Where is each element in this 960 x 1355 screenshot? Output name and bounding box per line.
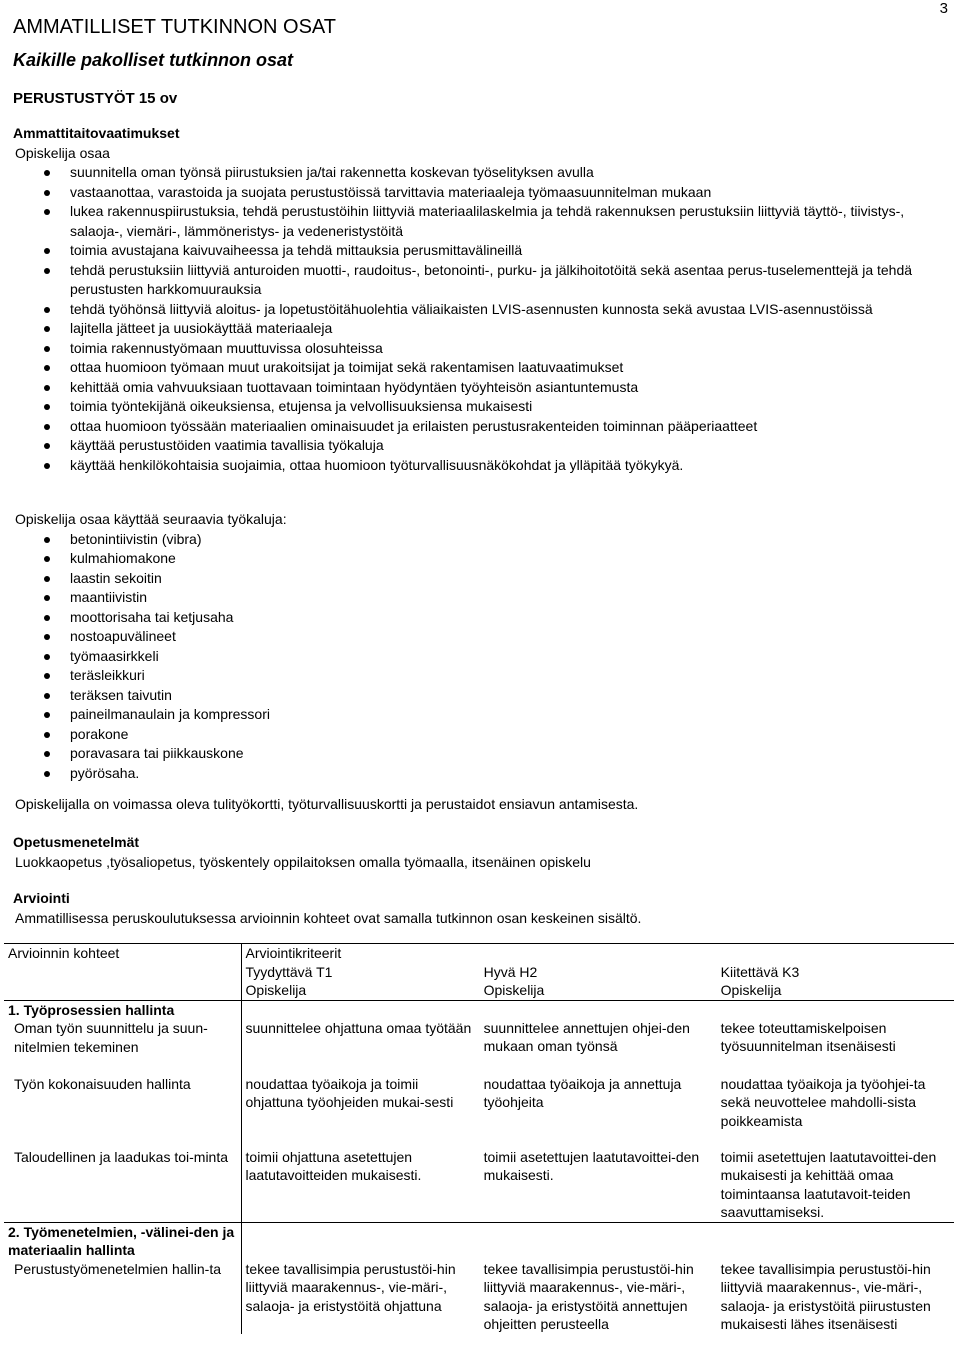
- target-text: Oman työn suunnittelu ja suun-nitelmien tekeminen: [14, 1020, 208, 1055]
- assessment-text: Ammatillisessa peruskoulutuksessa arvioinnin kohteet ovat samalla tutkinnon osan keskeinen sisältö.: [15, 909, 642, 926]
- list-item: paineilmanaulain ja kompressori: [13, 705, 943, 725]
- list-item: teräsleikkuri: [13, 666, 943, 686]
- row-target: [4, 1000, 241, 1075]
- assessment-section: [13, 889, 943, 928]
- requirements-heading: Ammattitaitovaatimukset: [13, 125, 180, 141]
- level-t1: [241, 963, 480, 1001]
- level-name: Hyvä H2: [483, 963, 538, 980]
- table-row: [4, 1075, 954, 1148]
- list-item: nostoapuvälineet: [13, 627, 943, 647]
- header-targets-label: Arvioinnin kohteet: [8, 945, 120, 961]
- table-row: [4, 1148, 954, 1223]
- requirements-section: [13, 124, 943, 475]
- methods-heading: Opetusmenetelmät: [13, 834, 140, 850]
- list-item: työmaasirkkeli: [13, 647, 943, 667]
- list-item: pyörösaha.: [13, 764, 943, 784]
- cell-k3: tekee tavallisimpia perustustöi-hin liittyviä maarakennus-, vie-märi-, salaoja- ja eristystöitä piirustusten mukaisesti lähes itsenäisesti: [717, 1222, 954, 1334]
- page-subtitle: Kaikille pakolliset tutkinnon osat: [13, 50, 294, 70]
- row-target: [4, 1222, 241, 1334]
- methods-section: [13, 833, 943, 872]
- assessment-heading: Arviointi: [13, 890, 70, 906]
- list-item: vastaanottaa, varastoida ja suojata perustustöissä tarvittavia materiaaleja työmaasuunnitelman mukaan: [13, 183, 943, 203]
- list-item: maantiivistin: [13, 588, 943, 608]
- level-h2: [480, 963, 717, 1001]
- safety-note: Opiskelijalla on voimassa oleva tulityökortti, työturvallisuuskortti ja perustaidot ensiavun antamisesta.: [15, 796, 639, 812]
- level-sub: Opiskelija: [483, 982, 545, 998]
- target-text: Taloudellinen ja laadukas toi-minta: [14, 1148, 229, 1165]
- methods-text: Luokkaopetus ,työsaliopetus, työskentely oppilaitoksen omalla työmaalla, itsenäinen opiskelu: [15, 853, 591, 870]
- row-target: [4, 1148, 241, 1223]
- list-item: tehdä perustuksiin liittyviä anturoiden muotti-, raudoitus-, betonointi-, purku- ja jälkihoitotöitä sekä asentaa perus-tuselementtejä ja tehdä perustusten harkkomuurauksia: [13, 261, 943, 300]
- target-text: Työn kokonaisuuden hallinta: [14, 1075, 191, 1092]
- page-title: AMMATILLISET TUTKINNON OSAT: [13, 16, 337, 38]
- target-text: Perustustyömenetelmien hallin-ta: [14, 1260, 221, 1277]
- list-item: moottorisaha tai ketjusaha: [13, 608, 943, 628]
- section-title: 1. Työprosessien hallinta: [8, 1001, 175, 1018]
- level-name: Kiitettävä K3: [720, 963, 800, 980]
- header-criteria-label: Arviointikriteerit: [245, 945, 342, 961]
- list-item: suunnitella oman työnsä piirustuksien ja/tai rakennetta koskevan työselityksen avulla: [13, 163, 943, 183]
- list-item: ottaa huomioon työmaan muut urakoitsijat ja toimijat sekä rakentamisen laatuvaatimukset: [13, 358, 943, 378]
- cell-h2: noudattaa työaikoja ja annettuja työohjeita: [483, 1075, 682, 1110]
- cell-t1: suunnittelee ohjattuna omaa työtään: [241, 1000, 480, 1075]
- list-item: käyttää perustustöiden vaatimia tavallisia työkaluja: [13, 436, 943, 456]
- list-item: poravasara tai piikkauskone: [13, 744, 943, 764]
- cell-k3: toimii asetettujen laatutavoittei-den mukaisesti ja kehittää omaa toimintaansa laatutavoit-teiden saavuttamiseksi.: [720, 1148, 937, 1220]
- level-k3: [717, 963, 954, 1001]
- list-item: ottaa huomioon työssään materiaalien ominaisuudet ja erilaisten perustusrakenteiden toiminnan pääperiaatteet: [13, 417, 943, 437]
- list-item: kulmahiomakone: [13, 549, 943, 569]
- cell-t1: noudattaa työaikoja ja toimii ohjattuna työohjeiden mukai-sesti: [245, 1075, 454, 1110]
- list-item: teräksen taivutin: [13, 686, 943, 706]
- table-row: [4, 1222, 954, 1334]
- table-header-row: [4, 944, 954, 963]
- page-number: 3: [939, 0, 948, 17]
- list-item: kehittää omia vahvuuksiaan tuottavaan toimintaan hyödyntäen työyhteisön asiantuntemusta: [13, 378, 943, 398]
- table-row: [4, 1000, 954, 1075]
- list-item: lukea rakennuspiirustuksia, tehdä perustustöihin liittyviä materiaalilaskelmia ja tehdä rakennuksen perustuksiin liittyviä täyttö-, tiivistys-, salaoja-, viemäri-, lämmöneristys- ja vedeneristystöitä: [13, 202, 943, 241]
- unit-title: PERUSTUSTYÖT 15 ov: [13, 90, 178, 107]
- tools-intro: Opiskelija osaa käyttää seuraavia työkaluja:: [15, 511, 287, 527]
- list-item: toimia avustajana kaivuvaiheessa ja tehdä mittauksia perusmittavälineillä: [13, 241, 943, 261]
- tools-list: [13, 530, 943, 784]
- list-item: lajitella jätteet ja uusiokäyttää materiaaleja: [13, 319, 943, 339]
- level-name: Tyydyttävä T1: [245, 963, 333, 980]
- level-sub: Opiskelija: [720, 982, 782, 998]
- row-target: [4, 1075, 241, 1148]
- level-sub: Opiskelija: [245, 982, 307, 998]
- list-item: betonintiivistin (vibra): [13, 530, 943, 550]
- cell-h2: suunnittelee annettujen ohjei-den mukaan oman työnsä: [480, 1000, 717, 1075]
- cell-k3: noudattaa työaikoja ja työohjei-ta sekä neuvottelee mahdolli-sista poikkeamista: [720, 1075, 926, 1129]
- cell-h2: tekee tavallisimpia perustustöi-hin liittyviä maarakennus-, vie-märi-, salaoja- ja eristystöitä annettujen ohjeitten perusteella: [480, 1222, 717, 1334]
- header-targets: [4, 944, 241, 1001]
- header-criteria: [241, 944, 954, 963]
- section-title: 2. Työmenetelmien, -välinei-den ja materiaalin hallinta: [8, 1223, 235, 1258]
- tools-section: [13, 510, 943, 783]
- list-item: käyttää henkilökohtaisia suojaimia, ottaa huomioon työturvallisuusnäkökohdat ja ylläpitää työkykyä.: [13, 456, 943, 476]
- list-item: tehdä työhönsä liittyviä aloitus- ja lopetustöitähuolehtia väliaikaisten LVIS-asennusten kunnosta sekä avustaa LVIS-asennustöissä: [13, 300, 943, 320]
- cell-t1: tekee tavallisimpia perustustöi-hin liittyviä maarakennus-, vie-märi-, salaoja- ja eristystöitä ohjattuna: [241, 1222, 480, 1334]
- cell-k3: tekee toteuttamiskelpoisen työsuunnitelman itsenäisesti: [717, 1000, 954, 1075]
- cell-h2: toimii asetettujen laatutavoittei-den mukaisesti.: [483, 1148, 700, 1183]
- list-item: toimia rakennustyömaan muuttuvissa olosuhteissa: [13, 339, 943, 359]
- list-item: toimia työntekijänä oikeuksiensa, etujensa ja velvollisuuksiensa mukaisesti: [13, 397, 943, 417]
- criteria-table: [4, 943, 954, 1334]
- cell-t1: toimii ohjattuna asetettujen laatutavoitteiden mukaisesti.: [245, 1148, 422, 1183]
- list-item: laastin sekoitin: [13, 569, 943, 589]
- requirements-intro: Opiskelija osaa: [15, 144, 110, 161]
- list-item: porakone: [13, 725, 943, 745]
- requirements-list: [13, 163, 943, 475]
